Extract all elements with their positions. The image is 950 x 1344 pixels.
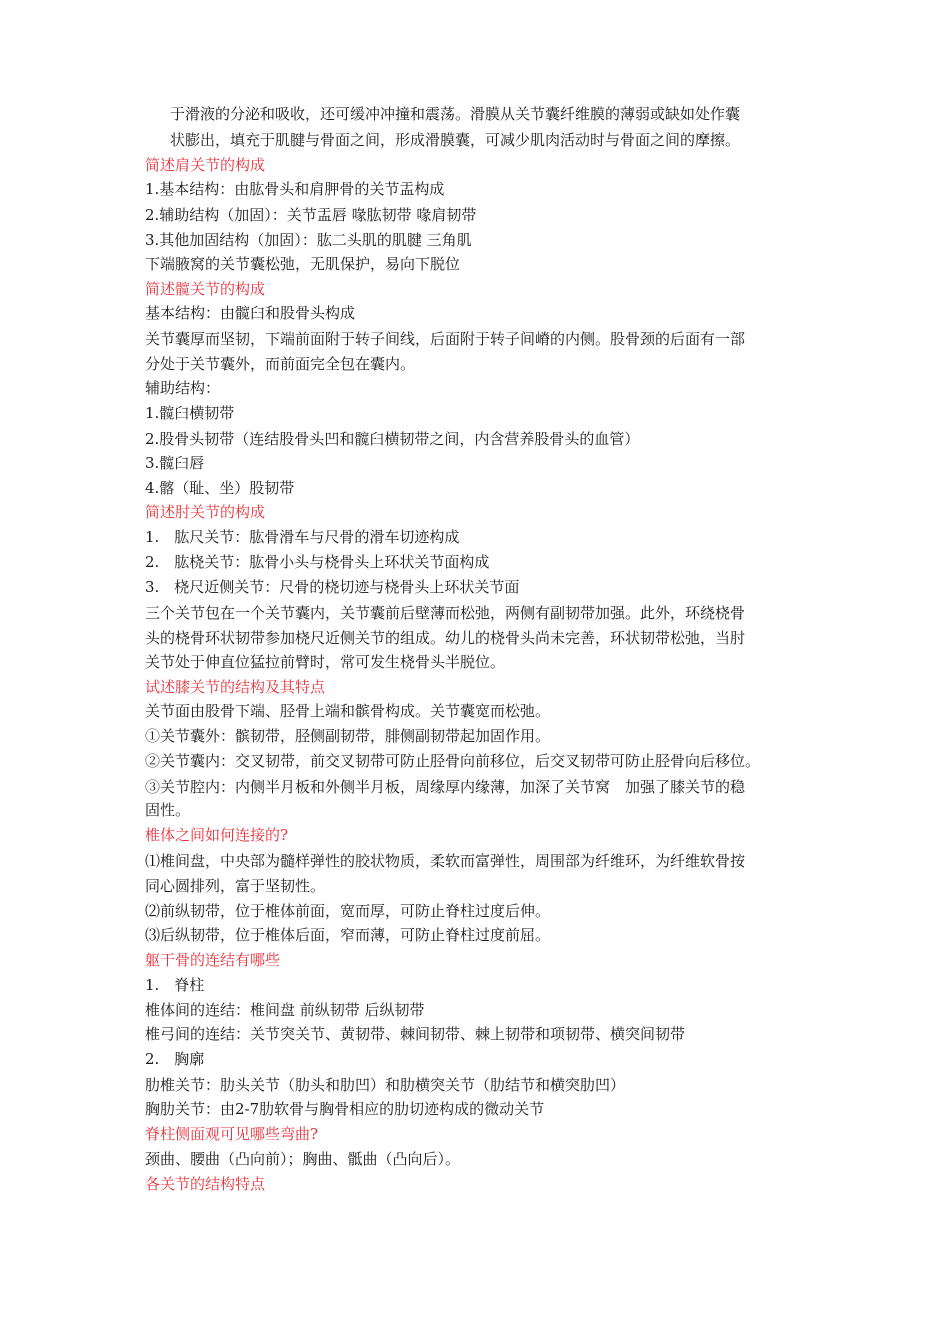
paragraph-line: 状膨出，填充于肌腱与骨面之间，形成滑膜囊，可减少肌肉活动时与骨面之间的摩擦。 [170, 131, 741, 149]
section-heading-elbow: 简述肘关节的构成 [145, 503, 266, 521]
paragraph-line: 同心圆排列，富于坚韧性。 [145, 877, 326, 895]
paragraph-line: 2.股骨头韧带（连结股骨头凹和髋臼横韧带之间，内含营养股骨头的血管） [145, 430, 640, 448]
paragraph-line: 肋椎关节：肋头关节（肋头和肋凹）和肋横突关节（肋结节和横突肋凹） [145, 1076, 626, 1094]
paragraph-line: 基本结构：由髋臼和股骨头构成 [145, 304, 356, 322]
paragraph-line: ②关节囊内：交叉韧带，前交叉韧带可防止胫骨向前移位，后交叉韧带可防止胫骨向后移位。 [145, 752, 761, 770]
paragraph-line: 3.髋臼唇 [145, 454, 205, 472]
paragraph-line: 2. 胸廓 [145, 1050, 205, 1068]
paragraph-line: 4.髂（耻、坐）股韧带 [145, 479, 295, 497]
paragraph-line: ①关节囊外：髌韧带，胫侧副韧带，腓侧副韧带起加固作用。 [145, 727, 551, 745]
section-heading-hip: 简述髋关节的构成 [145, 280, 266, 298]
paragraph-line: 三个关节包在一个关节囊内，关节囊前后壁薄而松弛，两侧有副韧带加强。此外，环绕桡骨 [145, 604, 746, 622]
paragraph-line: 关节处于伸直位猛拉前臂时，常可发生桡骨头半脱位。 [145, 653, 506, 671]
paragraph-line: 关节面由股骨下端、胫骨上端和髌骨构成。关节囊宽而松弛。 [145, 702, 551, 720]
paragraph-line: 1. 脊柱 [145, 976, 205, 994]
paragraph-line: 2. 肱桡关节：肱骨小头与桡骨头上环状关节面构成 [145, 553, 490, 571]
paragraph-line: 3. 桡尺近侧关节：尺骨的桡切迹与桡骨头上环状关节面 [145, 578, 520, 596]
section-heading-vertebral-connection: 椎体之间如何连接的? [145, 826, 289, 844]
section-heading-spine-curves: 脊柱侧面观可见哪些弯曲? [145, 1125, 319, 1143]
paragraph-line: 1.髋臼横韧带 [145, 404, 235, 422]
paragraph-line: 于滑液的分泌和吸收，还可缓冲冲撞和震荡。滑膜从关节囊纤维膜的薄弱或缺如处作囊 [170, 105, 741, 123]
paragraph-line: 椎体间的连结：椎间盘 前纵韧带 后纵韧带 [145, 1001, 425, 1019]
paragraph-line: 下端腋窝的关节囊松弛，无肌保护，易向下脱位 [145, 255, 461, 273]
paragraph-line: 颈曲、腰曲（凸向前）；胸曲、骶曲（凸向后）。 [145, 1150, 461, 1168]
paragraph-line: ⑶后纵韧带，位于椎体后面，窄而薄，可防止脊柱过度前屈。 [145, 926, 551, 944]
paragraph-line: 辅助结构： [145, 379, 221, 397]
paragraph-line: ⑵前纵韧带，位于椎体前面，宽而厚，可防止脊柱过度后伸。 [145, 902, 551, 920]
paragraph-line: 头的桡骨环状韧带参加桡尺近侧关节的组成。幼儿的桡骨头尚未完善，环状韧带松弛，当肘 [145, 629, 746, 647]
paragraph-line: 分处于关节囊外，而前面完全包在囊内。 [145, 355, 416, 373]
paragraph-line: 胸肋关节：由2-7肋软骨与胸骨相应的肋切迹构成的微动关节 [145, 1100, 545, 1118]
paragraph-line: 椎弓间的连结：关节突关节、黄韧带、棘间韧带、棘上韧带和项韧带、横突间韧带 [145, 1025, 686, 1043]
paragraph-line: 2.辅助结构（加固）：关节盂唇 喙肱韧带 喙肩韧带 [145, 206, 477, 224]
paragraph-line: ③关节腔内：内侧半月板和外侧半月板，周缘厚内缘薄，加深了关节窝 加强了膝关节的稳 [145, 778, 746, 796]
paragraph-line: 固性。 [145, 801, 191, 819]
paragraph-line: 关节囊厚而坚韧，下端前面附于转子间线，后面附于转子间嵴的内侧。股骨颈的后面有一部 [145, 330, 746, 348]
section-heading-shoulder: 简述肩关节的构成 [145, 156, 266, 174]
paragraph-line: 3.其他加固结构（加固）：肱二头肌的肌腱 三角肌 [145, 231, 472, 249]
section-heading-joint-features: 各关节的结构特点 [145, 1175, 266, 1193]
section-heading-knee: 试述膝关节的结构及其特点 [145, 678, 326, 696]
paragraph-line: ⑴椎间盘，中央部为髓样弹性的胶状物质，柔软而富弹性，周围部为纤维环，为纤维软骨按 [145, 852, 746, 870]
section-heading-trunk: 躯干骨的连结有哪些 [145, 951, 281, 969]
paragraph-line: 1.基本结构：由肱骨头和肩胛骨的关节盂构成 [145, 180, 445, 198]
paragraph-line: 1. 肱尺关节：肱骨滑车与尺骨的滑车切迹构成 [145, 528, 460, 546]
